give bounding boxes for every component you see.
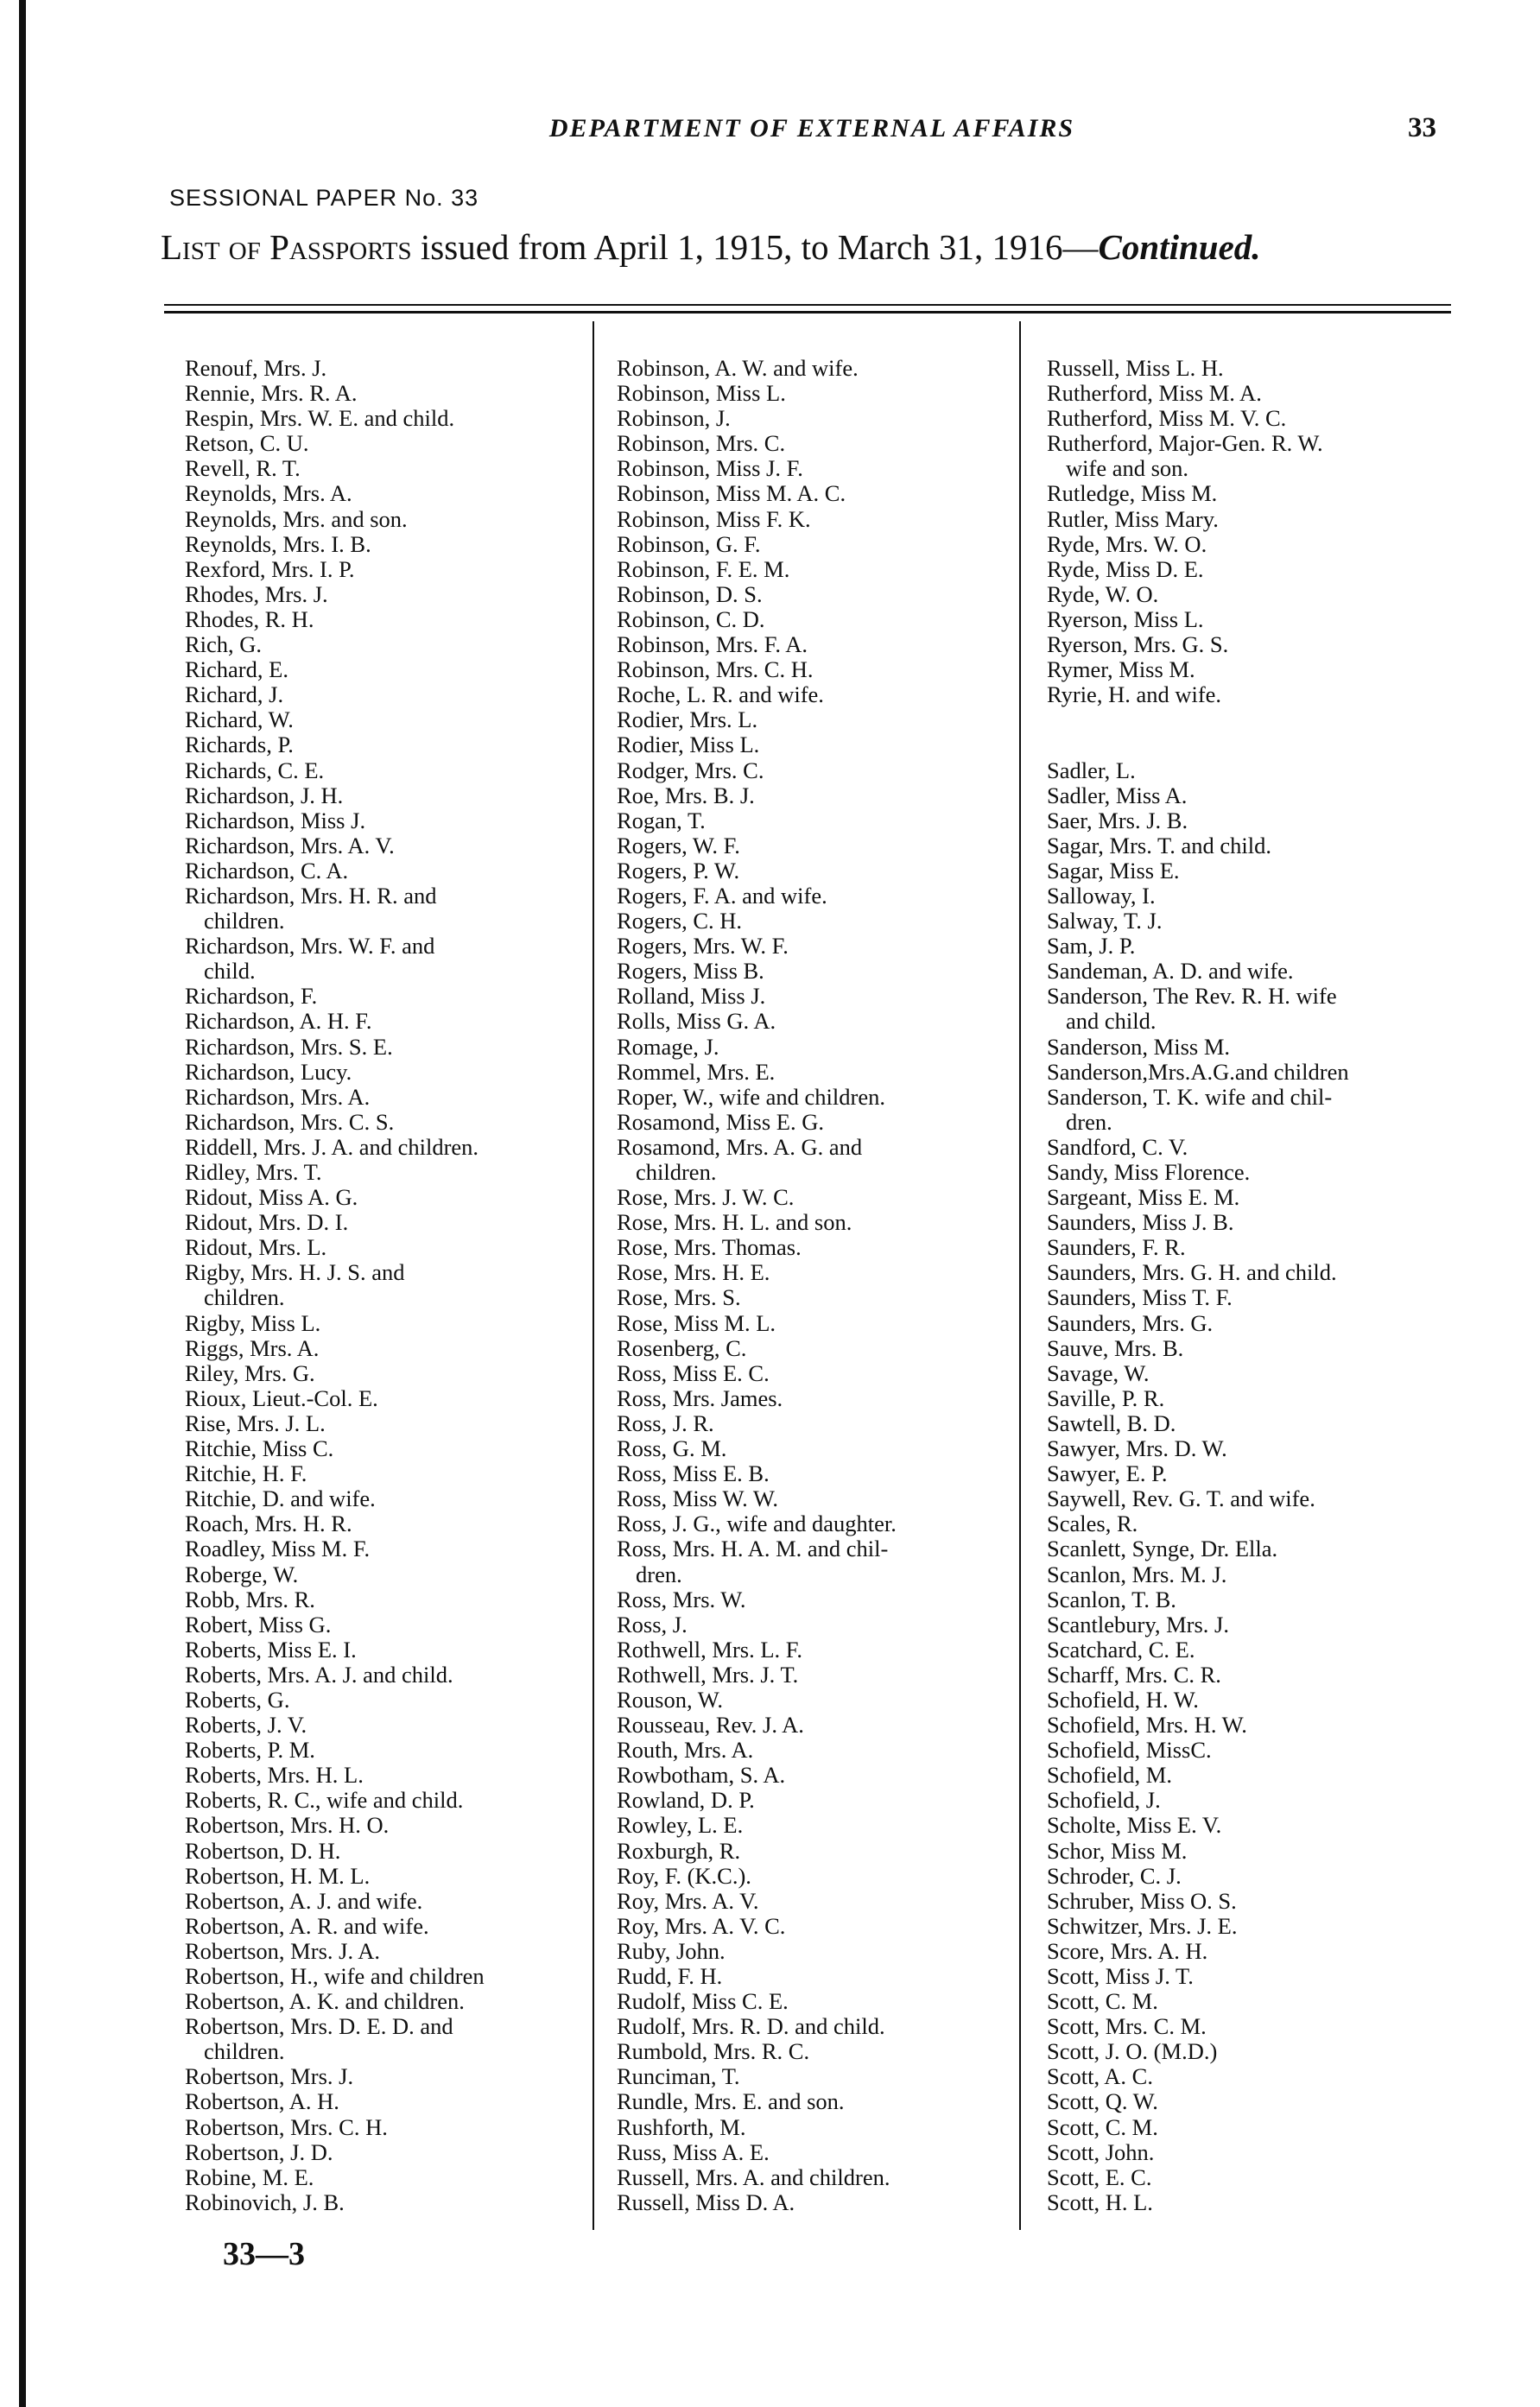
list-item: Richardson, C. A. [185, 857, 349, 884]
title-rule-thin [164, 304, 1451, 306]
list-item: Scanlett, Synge, Dr. Ella. [1047, 1536, 1278, 1562]
list-item: Scott, Miss J. T. [1047, 1963, 1194, 1989]
list-item: Scott, Mrs. C. M. [1047, 2013, 1207, 2040]
list-item: Rennie, Mrs. R. A. [185, 380, 358, 407]
list-item: Sandy, Miss Florence. [1047, 1159, 1251, 1185]
list-item: Rowland, D. P. [617, 1787, 755, 1814]
list-item-continuation: and child. [1066, 1008, 1157, 1035]
list-item: Ross, G. M. [617, 1435, 727, 1462]
list-item: Rogers, F. A. and wife. [617, 882, 827, 909]
list-item: Score, Mrs. A. H. [1047, 1937, 1208, 1964]
list-item: Richards, C. E. [185, 757, 325, 783]
list-item: Rose, Mrs. J. W. C. [617, 1184, 795, 1211]
list-item: Scott, Q. W. [1047, 2088, 1158, 2115]
list-item-continuation: children. [204, 2038, 285, 2065]
list-item: Rogers, Miss B. [617, 958, 764, 985]
list-item: Rymer, Miss M. [1047, 656, 1195, 683]
list-item: Sandford, C. V. [1047, 1133, 1188, 1160]
list-item: Sanderson, Miss M. [1047, 1033, 1231, 1060]
list-item: Robinson, Miss F. K. [617, 505, 811, 532]
list-item: Riggs, Mrs. A. [185, 1334, 320, 1361]
name-column-2 [617, 356, 1014, 2215]
list-item: Respin, Mrs. W. E. and child. [185, 405, 455, 432]
list-item: Robinson, Miss L. [617, 380, 786, 407]
list-item: Roadley, Miss M. F. [185, 1536, 371, 1562]
list-item: Ritchie, D. and wife. [185, 1485, 376, 1512]
list-item: Roberge, W. [185, 1561, 299, 1587]
list-item: Rogers, W. F. [617, 832, 740, 858]
list-item: Rexford, Mrs. I. P. [185, 555, 355, 582]
list-item: Rosamond, Miss E. G. [617, 1108, 824, 1135]
list-item: Rigby, Mrs. H. J. S. and [185, 1259, 405, 1286]
list-item: Rouson, W. [617, 1686, 723, 1713]
list-item: Richard, J. [185, 681, 284, 708]
list-item: Robertson, A. K. and children. [185, 1988, 465, 2015]
list-item: Roach, Mrs. H. R. [185, 1511, 352, 1537]
list-item: Sawtell, B. D. [1047, 1409, 1176, 1436]
list-item-continuation: children. [204, 1284, 285, 1311]
section-gap [1047, 707, 1453, 732]
list-item: Scatchard, C. E. [1047, 1636, 1195, 1663]
list-item: Robertson, D. H. [185, 1837, 341, 1864]
list-title [161, 226, 1456, 268]
list-item: Richards, P. [185, 732, 294, 758]
title-rule-thick [164, 311, 1451, 314]
list-item: Rothwell, Mrs. L. F. [617, 1636, 803, 1663]
list-item: Robertson, Mrs. C. H. [185, 2113, 388, 2140]
list-item: Robinson, Mrs. F. A. [617, 631, 808, 658]
list-item: Rowbotham, S. A. [617, 1762, 786, 1789]
column-divider-2 [1019, 321, 1021, 2230]
list-item: Roy, Mrs. A. V. C. [617, 1912, 786, 1939]
list-item: Ridout, Miss A. G. [185, 1184, 358, 1211]
binding-edge [19, 0, 26, 2407]
list-item-continuation: child. [204, 958, 256, 985]
list-item: Robinson, J. [617, 405, 731, 432]
list-item: Retson, C. U. [185, 430, 309, 457]
list-item: Robertson, Mrs. D. E. D. and [185, 2013, 453, 2040]
list-item: Schofield, MissC. [1047, 1737, 1212, 1764]
list-item-continuation: children. [636, 1159, 717, 1185]
list-item: Roberts, Mrs. H. L. [185, 1762, 364, 1789]
list-item: Rundle, Mrs. E. and son. [617, 2088, 845, 2115]
list-item: Scott, J. O. (M.D.) [1047, 2038, 1218, 2065]
list-item: Rhodes, R. H. [185, 605, 314, 632]
list-item: Riddell, Mrs. J. A. and children. [185, 1133, 479, 1160]
list-item: Roberts, Miss E. I. [185, 1636, 357, 1663]
list-item: Robinson, A. W. and wife. [617, 355, 859, 381]
list-item: Robertson, J. D. [185, 2138, 333, 2165]
list-item: Robertson, Mrs. J. A. [185, 1937, 381, 1964]
list-item: Rowley, L. E. [617, 1812, 744, 1839]
list-item: Richard, W. [185, 706, 294, 733]
list-item: Robinson, Mrs. C. [617, 430, 786, 457]
sessional-paper-label: SESSIONAL PAPER No. 33 [169, 185, 479, 211]
list-item: Revell, R. T. [185, 455, 301, 482]
list-item: Scott, C. M. [1047, 2113, 1158, 2140]
list-item: Scott, H. L. [1047, 2188, 1153, 2215]
list-item: Richardson, Mrs. S. E. [185, 1033, 393, 1060]
list-item: Richardson, Mrs. W. F. and [185, 933, 435, 960]
list-item: Schroder, C. J. [1047, 1862, 1182, 1889]
list-item: Russell, Mrs. A. and children. [617, 2163, 890, 2190]
list-item: Richardson, Mrs. C. S. [185, 1108, 395, 1135]
list-item: Rutherford, Miss M. A. [1047, 380, 1262, 407]
list-item: Ridley, Mrs. T. [185, 1159, 322, 1185]
list-item: Robertson, Mrs. H. O. [185, 1812, 390, 1839]
list-item: Richardson, Mrs. A. [185, 1083, 371, 1110]
list-item: Romage, J. [617, 1033, 719, 1060]
list-item: Robinson, Mrs. C. H. [617, 656, 814, 683]
list-item: Saer, Mrs. J. B. [1047, 807, 1188, 833]
list-item: Robinson, Miss M. A. C. [617, 480, 846, 507]
list-item: Robinovich, J. B. [185, 2188, 345, 2215]
list-item: Ridout, Mrs. L. [185, 1234, 327, 1261]
list-item: Scott, E. C. [1047, 2163, 1152, 2190]
list-item: Schofield, J. [1047, 1787, 1161, 1814]
list-item: Rise, Mrs. J. L. [185, 1409, 326, 1436]
list-item: Robinson, G. F. [617, 530, 761, 557]
list-item: Ross, Miss W. W. [617, 1485, 779, 1512]
list-item: Renouf, Mrs. J. [185, 355, 327, 381]
list-item: Rodier, Miss L. [617, 732, 760, 758]
list-item: Reynolds, Mrs. A. [185, 480, 352, 507]
list-item: Robertson, A. R. and wife. [185, 1912, 429, 1939]
list-item: Ryerson, Mrs. G. S. [1047, 631, 1229, 658]
list-item: Ritchie, Miss C. [185, 1435, 334, 1462]
list-item: Scanlon, Mrs. M. J. [1047, 1561, 1227, 1587]
list-item-continuation: wife and son. [1066, 455, 1189, 482]
list-item: Schruber, Miss O. S. [1047, 1887, 1237, 1914]
list-item: Rose, Mrs. H. E. [617, 1259, 770, 1286]
list-item: Russ, Miss A. E. [617, 2138, 770, 2165]
list-item: Salloway, I. [1047, 882, 1156, 909]
column-divider-1 [593, 321, 594, 2230]
list-item: Saunders, Mrs. G. [1047, 1309, 1214, 1336]
list-item: Rogers, P. W. [617, 857, 740, 884]
list-item: Robertson, A. H. [185, 2088, 339, 2115]
list-item: Ridout, Mrs. D. I. [185, 1209, 349, 1236]
list-item: Ritchie, H. F. [185, 1460, 307, 1487]
list-item: Ryerson, Miss L. [1047, 605, 1204, 632]
list-item: Saunders, Miss J. B. [1047, 1209, 1234, 1236]
list-title-dates: issued from April 1, 1915, to March 31, 1916— [411, 227, 1099, 267]
list-item: Schofield, H. W. [1047, 1686, 1199, 1713]
list-item: Sagar, Miss E. [1047, 857, 1180, 884]
list-item: Schwitzer, Mrs. J. E. [1047, 1912, 1238, 1939]
list-item: Roberts, R. C., wife and child. [185, 1787, 464, 1814]
list-item: Roberts, P. M. [185, 1737, 315, 1764]
list-item: Rigby, Miss L. [185, 1309, 321, 1336]
list-item: Rutledge, Miss M. [1047, 480, 1218, 507]
list-item: Rudolf, Mrs. R. D. and child. [617, 2013, 885, 2040]
list-item: Roberts, Mrs. A. J. and child. [185, 1661, 453, 1688]
list-item: Roe, Mrs. B. J. [617, 782, 755, 808]
list-item: Robb, Mrs. R. [185, 1586, 315, 1612]
list-item: Saunders, Miss T. F. [1047, 1284, 1233, 1311]
list-item: Sanderson, The Rev. R. H. wife [1047, 983, 1337, 1010]
list-item: Roberts, J. V. [185, 1712, 307, 1739]
list-item: Robertson, Mrs. J. [185, 2063, 354, 2090]
list-title-continued: Continued. [1098, 227, 1261, 267]
list-item: Rose, Mrs. H. L. and son. [617, 1209, 852, 1236]
list-item: Rumbold, Mrs. R. C. [617, 2038, 810, 2065]
list-item: Rudolf, Miss C. E. [617, 1988, 789, 2015]
list-item: Schor, Miss M. [1047, 1837, 1188, 1864]
list-item: Rhodes, Mrs. J. [185, 580, 328, 607]
list-item: Robertson, H. M. L. [185, 1862, 371, 1889]
list-item: Robinson, F. E. M. [617, 555, 790, 582]
list-item: Sadler, L. [1047, 757, 1136, 783]
list-item: Ryde, W. O. [1047, 580, 1159, 607]
list-item: Richardson, F. [185, 983, 318, 1010]
list-item: Saywell, Rev. G. T. and wife. [1047, 1485, 1315, 1512]
list-item: Salway, T. J. [1047, 908, 1163, 934]
list-item: Sawyer, Mrs. D. W. [1047, 1435, 1227, 1462]
list-item: Scott, John. [1047, 2138, 1155, 2165]
list-item: Sandeman, A. D. and wife. [1047, 958, 1294, 985]
list-item: Rodger, Mrs. C. [617, 757, 764, 783]
list-item: Richard, E. [185, 656, 288, 683]
list-item: Roche, L. R. and wife. [617, 681, 824, 708]
list-item: Roberts, G. [185, 1686, 290, 1713]
list-item: Reynolds, Mrs. and son. [185, 505, 408, 532]
list-item: Russell, Miss L. H. [1047, 355, 1224, 381]
list-item: Rothwell, Mrs. J. T. [617, 1661, 799, 1688]
list-item-continuation: children. [204, 908, 285, 934]
list-item: Rich, G. [185, 631, 263, 658]
list-item: Rogan, T. [617, 807, 706, 833]
list-item: Richardson, Miss J. [185, 807, 366, 833]
list-item: Scott, A. C. [1047, 2063, 1153, 2090]
list-item: Ross, Mrs. James. [617, 1384, 783, 1411]
list-item: Sargeant, Miss E. M. [1047, 1184, 1240, 1211]
list-item: Richardson, Mrs. H. R. and [185, 882, 437, 909]
list-item: Richardson, Mrs. A. V. [185, 832, 395, 858]
list-item: Rommel, Mrs. E. [617, 1058, 776, 1085]
list-item: Roxburgh, R. [617, 1837, 741, 1864]
list-item: Rosenberg, C. [617, 1334, 747, 1361]
list-item: Ryde, Miss D. E. [1047, 555, 1204, 582]
list-item: Ross, J. G., wife and daughter. [617, 1511, 897, 1537]
list-item: Sawyer, E. P. [1047, 1460, 1168, 1487]
list-item: Robert, Miss G. [185, 1611, 332, 1637]
list-item: Scanlon, T. B. [1047, 1586, 1176, 1612]
list-item: Rolland, Miss J. [617, 983, 766, 1010]
list-item: Rutherford, Major-Gen. R. W. [1047, 430, 1323, 457]
list-item: Ross, Mrs. W. [617, 1586, 746, 1612]
list-item: Ross, J. [617, 1611, 688, 1637]
list-item: Robinson, C. D. [617, 605, 765, 632]
list-item: Rogers, Mrs. W. F. [617, 933, 789, 960]
list-item: Rodier, Mrs. L. [617, 706, 758, 733]
list-item: Richardson, J. H. [185, 782, 344, 808]
list-item: Scott, C. M. [1047, 1988, 1158, 2015]
list-item: Richardson, A. H. F. [185, 1008, 372, 1035]
list-item: Sagar, Mrs. T. and child. [1047, 832, 1271, 858]
list-item: Rutler, Miss Mary. [1047, 505, 1219, 532]
running-header: DEPARTMENT OF EXTERNAL AFFAIRS [548, 114, 1075, 143]
list-item: Roy, Mrs. A. V. [617, 1887, 759, 1914]
list-item: Rioux, Lieut.-Col. E. [185, 1384, 378, 1411]
list-item: Ross, Miss E. B. [617, 1460, 770, 1487]
list-item: Ryrie, H. and wife. [1047, 681, 1222, 708]
list-item: Scantlebury, Mrs. J. [1047, 1611, 1229, 1637]
list-title-small-caps: List of Passports [161, 227, 412, 267]
list-item: Rushforth, M. [617, 2113, 746, 2140]
list-item: Rose, Mrs. S. [617, 1284, 741, 1311]
page-number: 33 [1408, 112, 1436, 143]
list-item: Sam, J. P. [1047, 933, 1136, 960]
printer-signature-mark: 33—3 [223, 2236, 305, 2272]
list-item: Russell, Miss D. A. [617, 2188, 795, 2215]
list-item: Schofield, Mrs. H. W. [1047, 1712, 1247, 1739]
list-item: Scharff, Mrs. C. R. [1047, 1661, 1221, 1688]
list-item: Ross, J. R. [617, 1409, 714, 1436]
list-item: Rogers, C. H. [617, 908, 743, 934]
list-item: Reynolds, Mrs. I. B. [185, 530, 371, 557]
list-item: Ross, Miss E. C. [617, 1359, 770, 1386]
list-item: Saville, P. R. [1047, 1384, 1165, 1411]
list-item: Rutherford, Miss M. V. C. [1047, 405, 1287, 432]
list-item: Ruby, John. [617, 1937, 726, 1964]
list-item: Richardson, Lucy. [185, 1058, 352, 1085]
list-item: Scales, R. [1047, 1511, 1138, 1537]
list-item: Scholte, Miss E. V. [1047, 1812, 1222, 1839]
list-item: Rousseau, Rev. J. A. [617, 1712, 804, 1739]
list-item: Sanderson,Mrs.A.G.and children [1047, 1058, 1349, 1085]
list-item: Runciman, T. [617, 2063, 740, 2090]
list-item: Robine, M. E. [185, 2163, 314, 2190]
list-item: Rosamond, Mrs. A. G. and [617, 1133, 863, 1160]
list-item-continuation: dren. [636, 1561, 682, 1587]
list-item: Rose, Miss M. L. [617, 1309, 776, 1336]
list-item: Robinson, D. S. [617, 580, 763, 607]
name-column-1 [185, 356, 591, 2215]
list-item: Roy, F. (K.C.). [617, 1862, 751, 1889]
list-item: Saunders, Mrs. G. H. and child. [1047, 1259, 1337, 1286]
list-item: Rolls, Miss G. A. [617, 1008, 776, 1035]
list-item: Rudd, F. H. [617, 1963, 723, 1989]
list-item: Robertson, A. J. and wife. [185, 1887, 423, 1914]
list-item: Savage, W. [1047, 1359, 1150, 1386]
list-item: Robinson, Miss J. F. [617, 455, 803, 482]
list-item: Schofield, M. [1047, 1762, 1172, 1789]
list-item: Saunders, F. R. [1047, 1234, 1186, 1261]
name-column-3 [1047, 356, 1453, 2215]
list-item: Sanderson, T. K. wife and chil- [1047, 1083, 1333, 1110]
list-item: Ross, Mrs. H. A. M. and chil- [617, 1536, 889, 1562]
list-item: Sadler, Miss A. [1047, 782, 1188, 808]
list-item: Riley, Mrs. G. [185, 1359, 315, 1386]
list-item: Routh, Mrs. A. [617, 1737, 754, 1764]
list-item: Robertson, H., wife and children [185, 1963, 485, 1989]
section-gap [1047, 732, 1453, 757]
list-item-continuation: dren. [1066, 1108, 1112, 1135]
list-item: Rose, Mrs. Thomas. [617, 1234, 802, 1261]
list-item: Ryde, Mrs. W. O. [1047, 530, 1207, 557]
list-item: Roper, W., wife and children. [617, 1083, 885, 1110]
list-item: Sauve, Mrs. B. [1047, 1334, 1184, 1361]
